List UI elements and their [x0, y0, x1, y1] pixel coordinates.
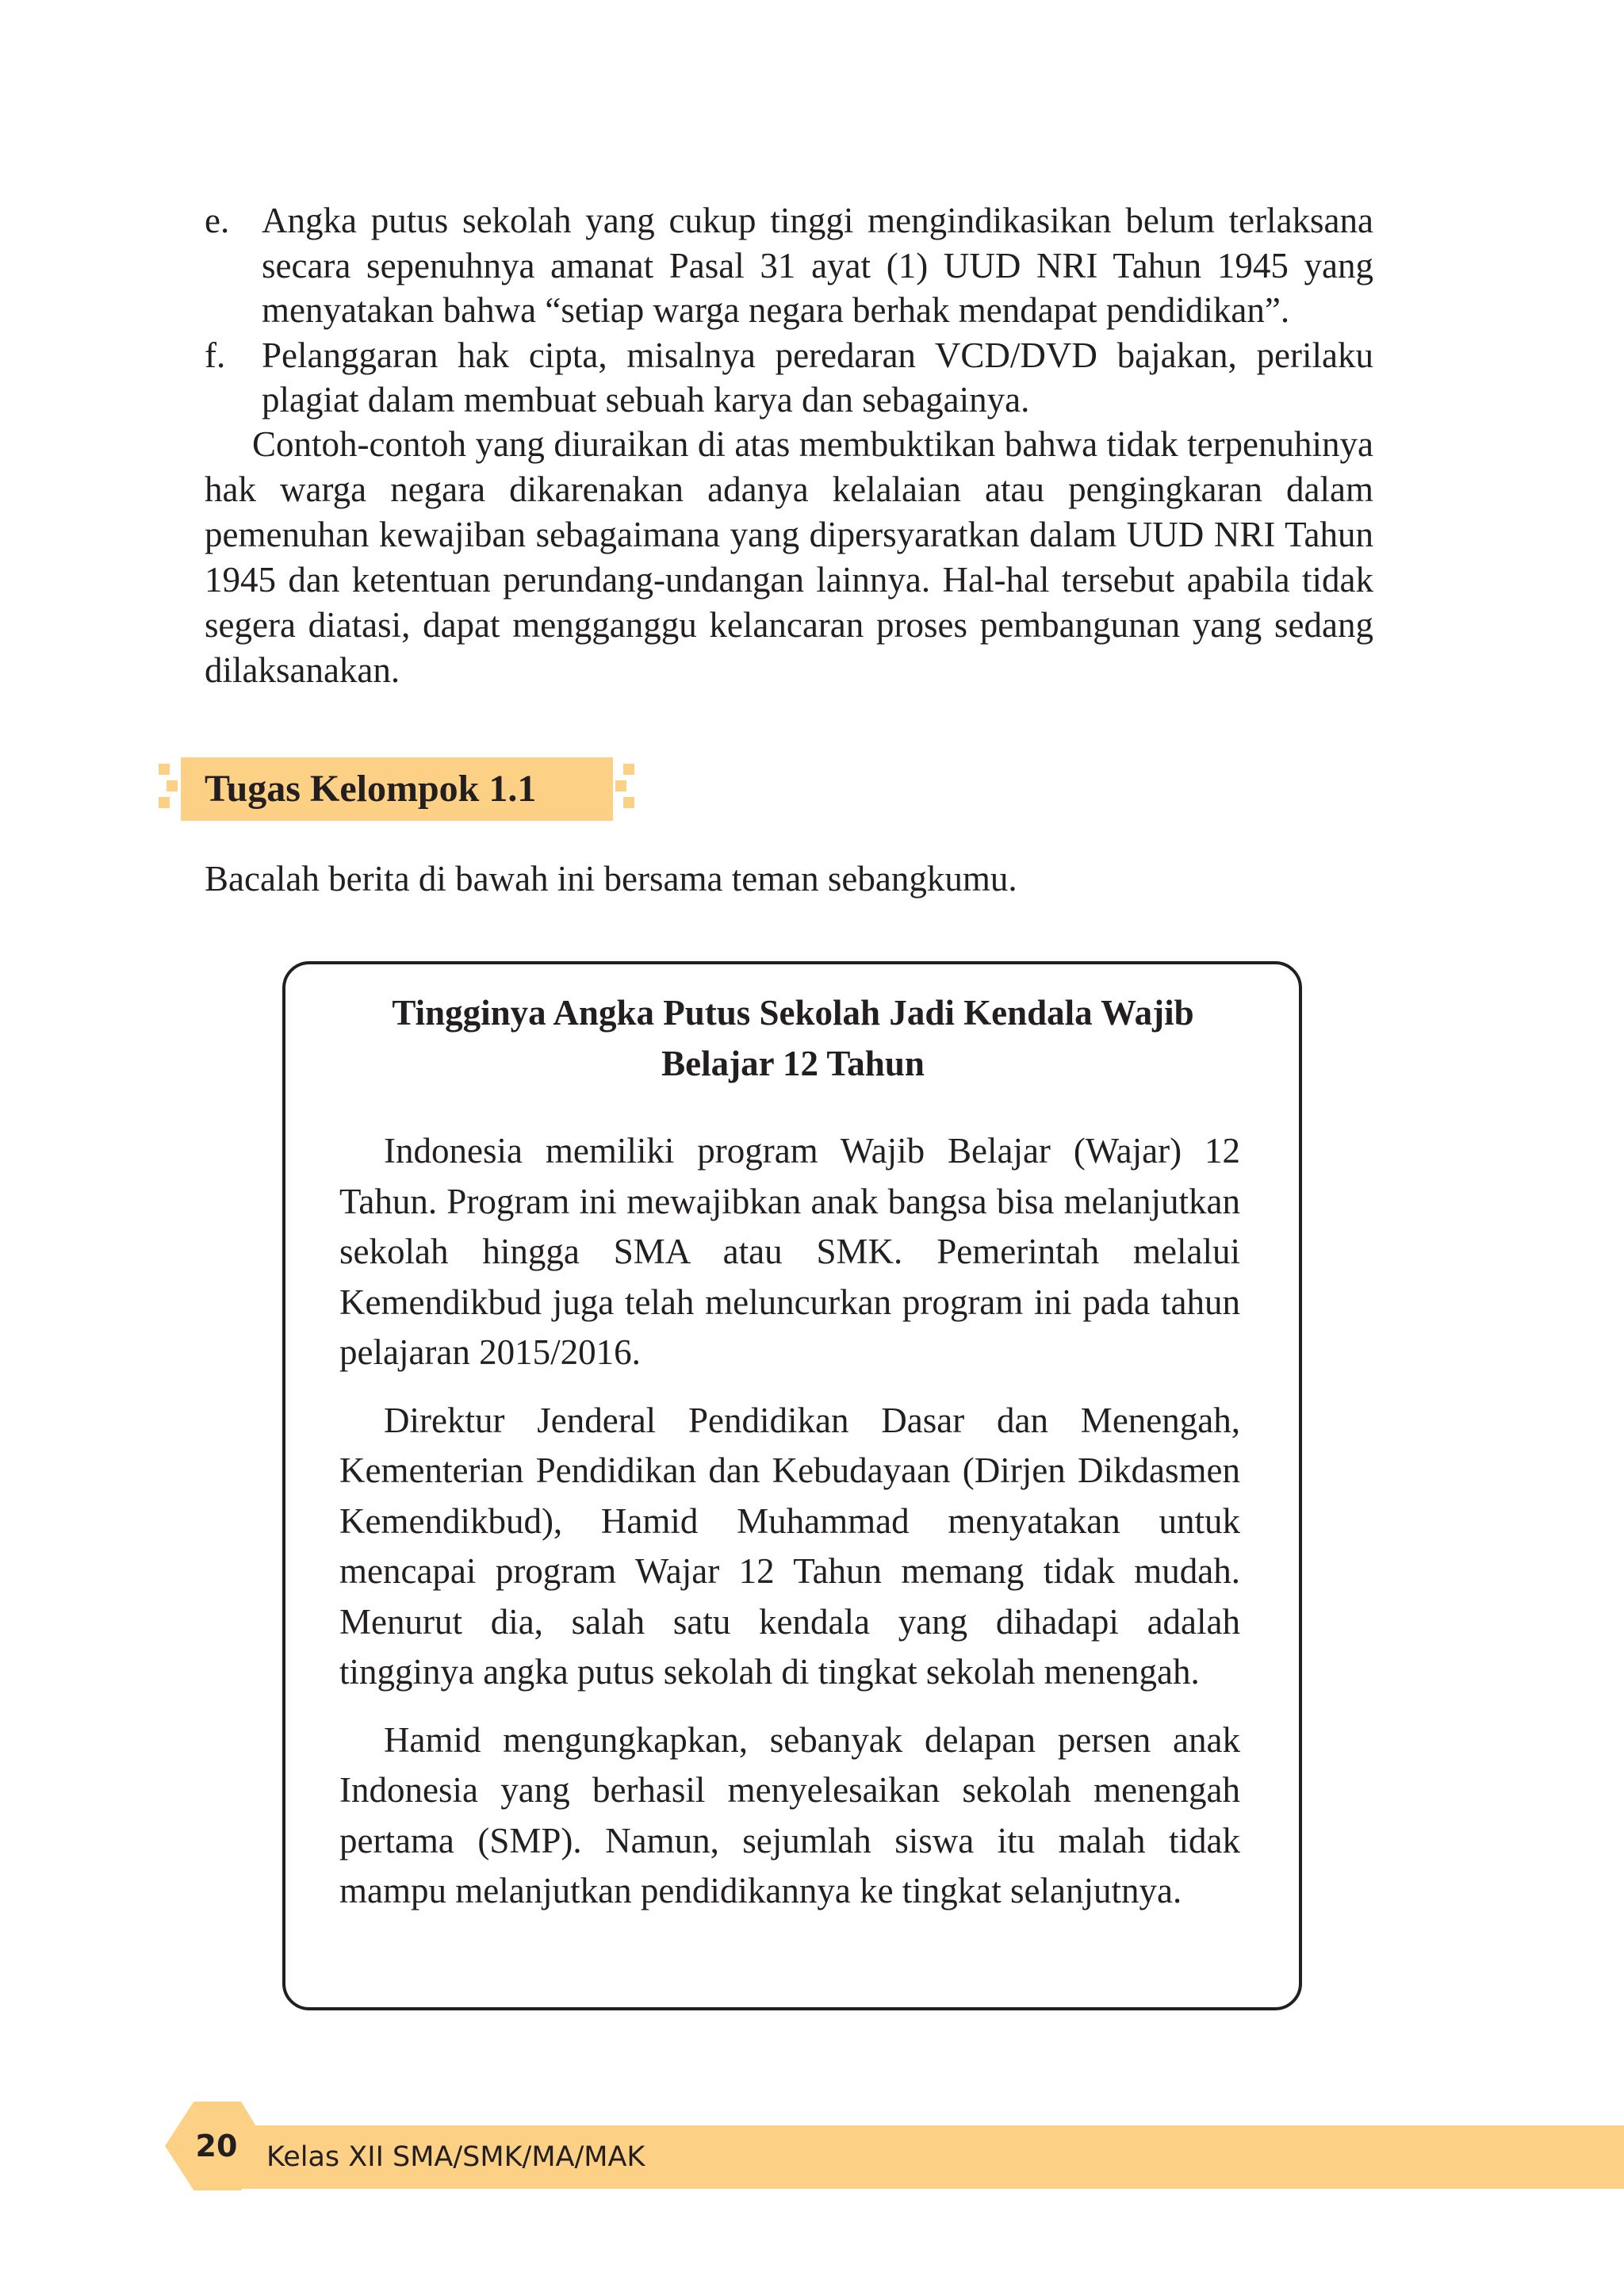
decor-square-icon — [623, 797, 634, 808]
list-item-text: Angka putus sekolah yang cukup tinggi mengindikasikan belum terlaksana secara sepenuhnya amanat Pasal 31 ayat (1) UUD NRI Tahun 1945 yang menyatakan bahwa “setiap warga negara berhak mendapat pendidikan”. — [262, 201, 1373, 330]
page-number: 20 — [195, 2129, 238, 2163]
decor-square-icon — [159, 764, 170, 775]
task-title: Tugas Kelompok 1.1 — [205, 768, 537, 810]
footer-text: Kelas XII SMA/SMK/MA/MAK — [266, 2141, 645, 2173]
news-title-line: Belajar 12 Tahun — [661, 1044, 925, 1083]
news-paragraph: Indonesia memiliki program Wajib Belajar (Wajar) 12 Tahun. Program ini mewajibkan anak bangsa bisa melanjutkan sekolah hingga SMA atau SMK. Pemerintah melalui Kemendikbud juga telah meluncurkan program ini pada tahun pelajaran 2015/2016. — [339, 1131, 1240, 1372]
task-instruction: Bacalah berita di bawah ini bersama teman sebangkumu. — [205, 859, 1017, 899]
list-item — [205, 333, 1373, 423]
list-item-text: Pelanggaran hak cipta, misalnya peredaran VCD/DVD bajakan, perilaku plagiat dalam membuat sebuah karya dan sebagainya. — [262, 335, 1373, 420]
news-body — [339, 1126, 1240, 1934]
list-item — [205, 198, 1373, 333]
news-title-line: Tingginya Angka Putus Sekolah Jadi Kendala Wajib — [392, 993, 1194, 1033]
decor-square-icon — [615, 780, 626, 791]
body-paragraph: Contoh-contoh yang diuraikan di atas membuktikan bahwa tidak terpenuhinya hak warga negara dikarenakan adanya kelalaian atau pengingkaran dalam pemenuhan kewajiban sebagaimana yang dipersyaratkan dalam UUD NRI Tahun 1945 dan ketentuan perundang-undangan lainnya. Hal-hal tersebut apabila tidak segera diatasi, dapat mengganggu kelancaran proses pembangunan yang sedang dilaksanakan. — [205, 424, 1373, 690]
list-marker: f. — [205, 335, 226, 375]
list-marker: e. — [205, 201, 230, 240]
news-paragraph: Direktur Jenderal Pendidikan Dasar dan Menengah, Kementerian Pendidikan dan Kebudayaan (Dirjen Dikdasmen Kemendikbud), Hamid Muhammad menyatakan untuk mencapai program Wajar 12 Tahun memang tidak mudah. Menurut dia, salah satu kendala yang dihadapi adalah tingginya angka putus sekolah di tingkat sekolah menengah. — [339, 1400, 1240, 1692]
news-title — [333, 987, 1253, 1089]
decor-square-icon — [159, 797, 170, 808]
news-paragraph: Hamid mengungkapkan, sebanyak delapan persen anak Indonesia yang berhasil menyelesaikan sekolah menengah pertama (SMP). Namun, sejumlah siswa itu malah tidak mampu melanjutkan pendidikannya ke tingkat selanjutnya. — [339, 1719, 1240, 1910]
decor-square-icon — [167, 780, 178, 791]
bullet-list — [205, 198, 1373, 423]
decor-square-icon — [623, 764, 634, 775]
